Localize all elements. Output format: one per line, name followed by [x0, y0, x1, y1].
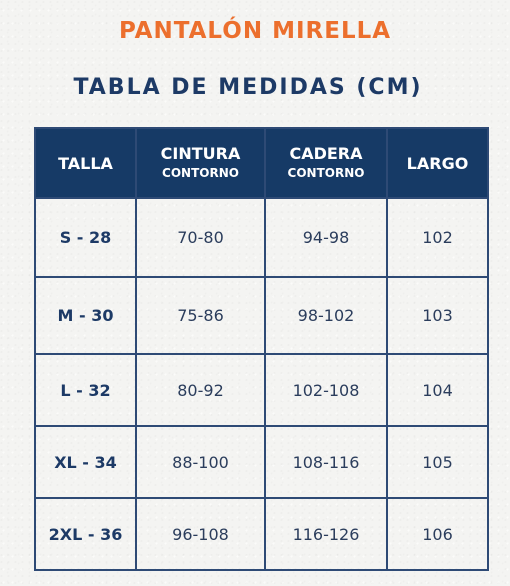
- header-waist-sublabel: CONTORNO: [162, 166, 239, 180]
- table-row: [35, 498, 488, 570]
- size-cell: M - 30: [35, 277, 136, 354]
- length-cell: 104: [387, 354, 488, 426]
- hip-cell: 98-102: [265, 277, 387, 354]
- table-header-row: [35, 128, 488, 198]
- header-waist-label: CINTURA: [160, 144, 241, 163]
- size-cell: 2XL - 36: [35, 498, 136, 570]
- header-hip-label: CADERA: [289, 144, 363, 163]
- table-row: [35, 354, 488, 426]
- waist-cell: 88-100: [136, 426, 265, 498]
- header-waist: [136, 128, 265, 198]
- header-hip: [265, 128, 387, 198]
- length-cell: 103: [387, 277, 488, 354]
- waist-cell: 75-86: [136, 277, 265, 354]
- waist-cell: 80-92: [136, 354, 265, 426]
- length-cell: 102: [387, 198, 488, 277]
- waist-cell: 70-80: [136, 198, 265, 277]
- header-length-label: LARGO: [406, 153, 469, 173]
- hip-cell: 116-126: [265, 498, 387, 570]
- length-cell: 105: [387, 426, 488, 498]
- hip-cell: 94-98: [265, 198, 387, 277]
- size-cell: XL - 34: [35, 426, 136, 498]
- header-size: [35, 128, 136, 198]
- product-title: PANTALÓN MIRELLA: [118, 18, 392, 44]
- length-cell: 106: [387, 498, 488, 570]
- header-hip-sublabel: CONTORNO: [287, 166, 365, 180]
- size-cell: L - 32: [35, 354, 136, 426]
- table-row: [35, 198, 488, 277]
- header-size-label: TALLA: [58, 153, 113, 173]
- table-row: [35, 426, 488, 498]
- hip-cell: 108-116: [265, 426, 387, 498]
- table-title: TABLA DE MEDIDAS (CM): [73, 75, 423, 100]
- waist-cell: 96-108: [136, 498, 265, 570]
- hip-cell: 102-108: [265, 354, 387, 426]
- size-chart-table: [34, 127, 489, 571]
- table-row: [35, 277, 488, 354]
- header-length: [387, 128, 488, 198]
- size-cell: S - 28: [35, 198, 136, 277]
